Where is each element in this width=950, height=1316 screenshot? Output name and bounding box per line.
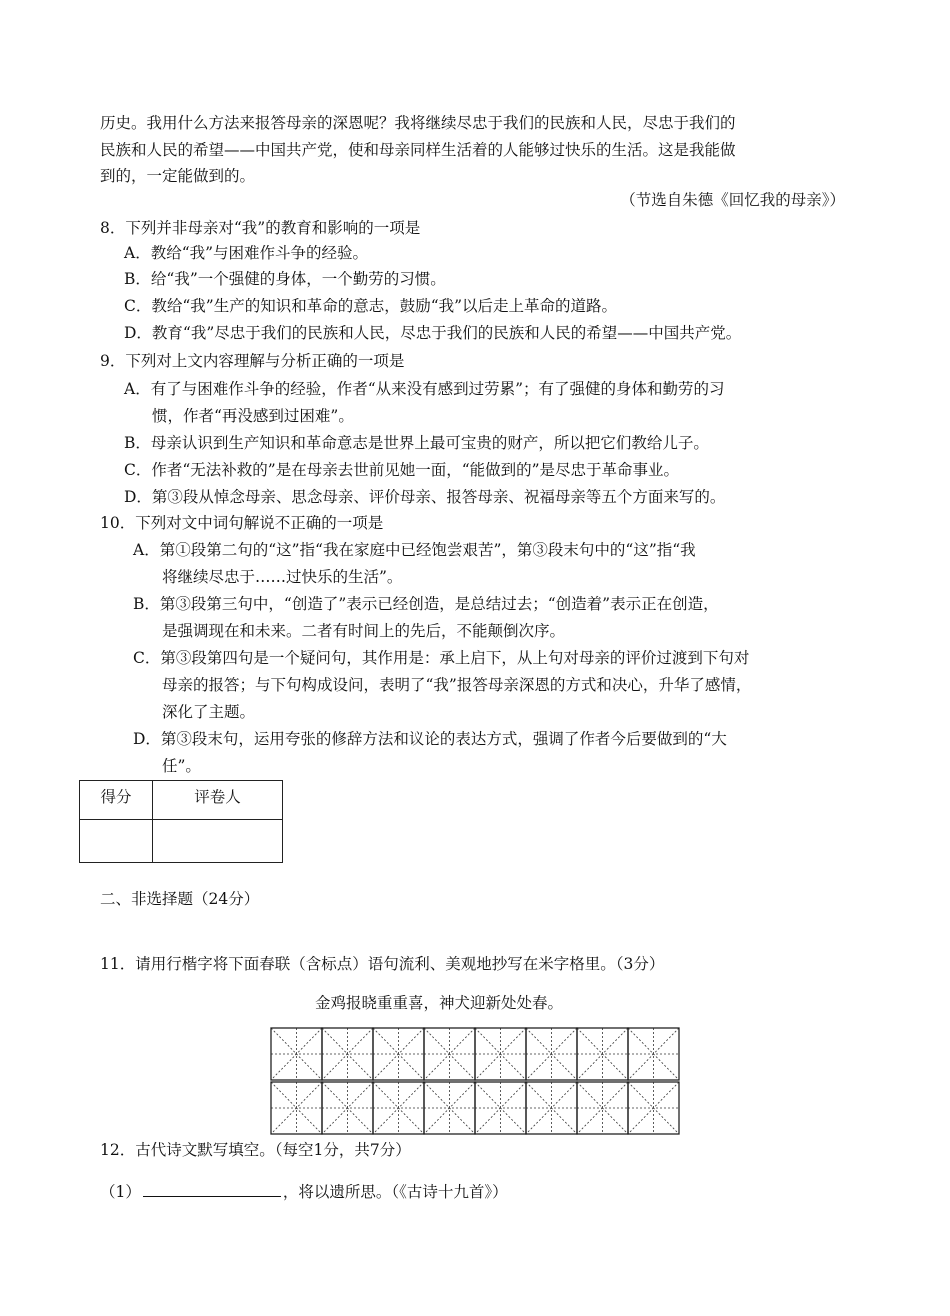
question-9-option-c: C．作者“无法补救的”是在母亲去世前见她一面，“能做到的”是尽忠于革命事业。	[124, 461, 680, 479]
score-table	[79, 780, 283, 863]
question-10-option-c-cont: 母亲的报答；与下句构成设问，表明了“我”报答母亲深恩的方式和决心，升华了感情，	[162, 676, 752, 694]
question-8-option-b: B．给“我”一个强健的身体，一个勤劳的习惯。	[124, 270, 446, 288]
passage-line: 历史。我用什么方法来报答母亲的深恩呢？我将继续尽忠于我们的民族和人民，尽忠于我们的	[100, 114, 736, 132]
grader-header: 评卷人	[153, 781, 283, 820]
question-10-option-d: D．第③段末句，运用夸张的修辞方法和议论的表达方式，强调了作者今后要做到的“大	[133, 730, 727, 748]
mi-grid-cell[interactable]	[373, 1082, 424, 1134]
question-12-stem: 12．古代诗文默写填空。（每空1分，共7分）	[100, 1141, 411, 1159]
question-9-stem: 9．下列对上文内容理解与分析正确的一项是	[100, 352, 405, 370]
question-8-option-c: C．教给“我”生产的知识和革命的意志，鼓励“我”以后走上革命的道路。	[124, 297, 618, 315]
mi-grid-row-2[interactable]	[270, 1081, 681, 1135]
question-10-option-a-cont: 将继续尽忠于……过快乐的生活”。	[162, 568, 403, 586]
couplet-text: 金鸡报晓重重喜，神犬迎新处处春。	[315, 994, 564, 1012]
mi-grid-cell[interactable]	[322, 1028, 373, 1080]
question-12-item-1	[100, 1181, 508, 1201]
score-header: 得分	[80, 781, 153, 820]
mi-grid-cell[interactable]	[475, 1082, 526, 1134]
mi-grid-cell[interactable]	[373, 1028, 424, 1080]
passage-line: 到的，一定能做到的。	[100, 167, 256, 185]
question-10-option-b-cont: 是强调现在和未来。二者有时间上的先后，不能颠倒次序。	[162, 622, 566, 640]
mi-grid-cell[interactable]	[424, 1028, 475, 1080]
question-9-option-d: D．第③段从悼念母亲、思念母亲、评价母亲、报答母亲、祝福母亲等五个方面来写的。	[124, 488, 726, 506]
mi-grid-cell[interactable]	[526, 1082, 577, 1134]
mi-grid-cell[interactable]	[322, 1082, 373, 1134]
question-9-option-a: A．有了与困难作斗争的经验，作者“从来没有感到过劳累”；有了强健的身体和勤劳的习	[124, 380, 725, 398]
fill-blank[interactable]	[143, 1181, 281, 1197]
section-title: 二、非选择题（24分）	[100, 890, 260, 908]
mi-grid-row-1[interactable]	[270, 1027, 681, 1081]
mi-grid-cell[interactable]	[526, 1028, 577, 1080]
mi-grid-cell[interactable]	[424, 1082, 475, 1134]
mi-grid-cell[interactable]	[577, 1028, 628, 1080]
question-10-option-c-cont: 深化了主题。	[162, 703, 256, 721]
mi-grid-cell[interactable]	[628, 1082, 679, 1134]
question-10-stem: 10．下列对文中词句解说不正确的一项是	[100, 514, 384, 532]
question-9-option-b: B．母亲认识到生产知识和革命意志是世界上最可宝贵的财产，所以把它们教给儿子。	[124, 434, 709, 452]
question-10-option-c: C．第③段第四句是一个疑问句，其作用是：承上启下，从上句对母亲的评价过渡到下句对	[133, 649, 750, 667]
mi-grid-cell[interactable]	[271, 1028, 322, 1080]
mi-grid-cell[interactable]	[271, 1082, 322, 1134]
grader-cell[interactable]	[153, 820, 283, 863]
question-11-stem: 11．请用行楷字将下面春联（含标点）语句流利、美观地抄写在米字格里。（3分）	[100, 955, 665, 973]
question-8-stem: 8．下列并非母亲对“我”的教育和影响的一项是	[100, 219, 421, 237]
question-10-option-a: A．第①段第二句的“这”指“我在家庭中已经饱尝艰苦”，第③段末句中的“这”指“我	[133, 541, 696, 559]
mi-grid-cell[interactable]	[475, 1028, 526, 1080]
passage-source: （节选自朱德《回忆我的母亲》）	[620, 191, 845, 209]
question-8-option-d: D．教育“我”尽忠于我们的民族和人民，尽忠于我们的民族和人民的希望——中国共产党。	[124, 324, 742, 342]
mi-grid-cell[interactable]	[628, 1028, 679, 1080]
item-number: （1）	[100, 1183, 141, 1201]
question-10-option-d-cont: 任”。	[162, 757, 201, 775]
question-8-option-a: A．教给“我”与困难作斗争的经验。	[124, 244, 369, 262]
question-9-option-a-cont: 惯，作者“再没感到过困难”。	[152, 407, 354, 425]
passage-line: 民族和人民的希望——中国共产党，使和母亲同样生活着的人能够过快乐的生活。这是我能做	[100, 141, 736, 159]
item-text: ，将以遗所思。（《古诗十九首》）	[282, 1183, 508, 1201]
mi-grid-cell[interactable]	[577, 1082, 628, 1134]
score-cell[interactable]	[80, 820, 153, 863]
question-10-option-b: B．第③段第三句中，“创造了”表示已经创造，是总结过去；“创造着”表示正在创造，	[133, 595, 719, 613]
